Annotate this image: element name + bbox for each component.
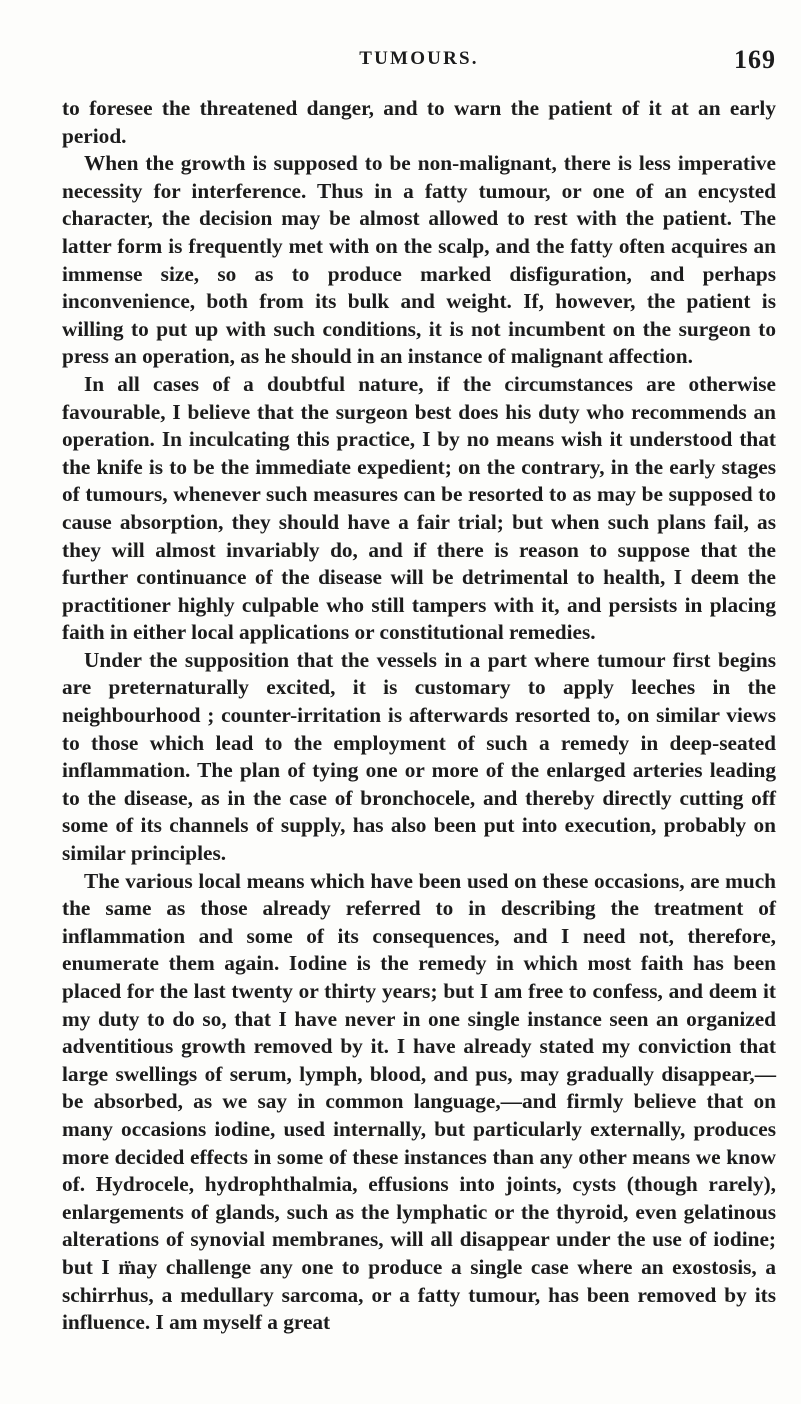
paragraph-non-malignant: When the growth is supposed to be non-malignant, there is less imperative necessity for interference. Thus in a fatty tumour, or one of an encysted character, the decision may be almost allowed to rest with the patient. The latter form is frequently met with on the scalp, and the fatty often acquires an immense size, so as to produce marked disfiguration, and perhaps inconvenience, both from its bulk and weight. If, however, the patient is willing to put up with such conditions, it is not incumbent on the surgeon to press an operation, as he should in an instance of malignant affection. <box>62 151 776 369</box>
paragraph-vessels: Under the supposition that the vessels in a part where tumour first begins are preternaturally excited, it is customary to apply leeches in the neighbourhood ; counter-irritation is afterwards resorted to, on similar views to those which lead to the employment of such a remedy in deep-seated inflammation. The plan of tying one or more of the enlarged arteries leading to the disease, as in the case of bronchocele, and thereby directly cutting off some of its channels of supply, has also been put into execution, probably on similar principles. <box>62 647 776 866</box>
running-title: TUMOURS. <box>359 48 479 69</box>
page-number: 169 <box>734 45 776 74</box>
paragraph-doubtful-cases: In all cases of a doubtful nature, if the circumstances are otherwise favourable, I believe that the surgeon best does his duty who recommends an operation. In inculcating this practice, I by no means wish it understood that the knife is to be the immediate expedient; on the contrary, in the early stages of tumours, whenever such measures can be resorted to as may be supposed to cause absorption, they should have a fair trial; but when such plans fail, as they will almost invariably do, and if there is reason to suppose that the further continuance of the disease will be detrimental to health, I deem the practitioner highly culpable who still tampers with it, and persists in placing faith in either local applications or constitutional remedies. <box>62 371 776 645</box>
paragraph-continuation: to foresee the threatened danger, and to warn the patient of it at an early period. <box>62 96 776 148</box>
body-text <box>62 95 776 1337</box>
running-head <box>62 45 776 78</box>
paragraph-local-means: The various local means which have been used on these occasions, are much the same as those already referred to in describing the treatment of inflammation and some of its consequences, and I need not, therefore, enumerate them again. Iodine is the remedy in which most faith has been placed for the last twenty or thirty years; but I am free to confess, and deem it my duty to do so, that I have never in one single instance seen an organized adventitious growth removed by it. I have already stated my conviction that large swellings of serum, lymph, blood, and pus, may gradually disappear,—be absorbed, as we say in common language,—and firmly believe that on many occasions iodine, used internally, but particularly externally, produces more decided effects in some of these instances than any other means we know of. Hydrocele, hydrophthalmia, effusions into joints, cysts (though rarely), enlargements of glands, such as the lymphatic or the thyroid, even gelatinous alterations of synovial membranes, will all disappear under the use of iodine; but I m̈ay challenge any one to produce a single case where an exostosis, a schirrhus, a medullary sarcoma, or a fatty tumour, has been removed by its influence. I am myself a great <box>62 868 776 1335</box>
